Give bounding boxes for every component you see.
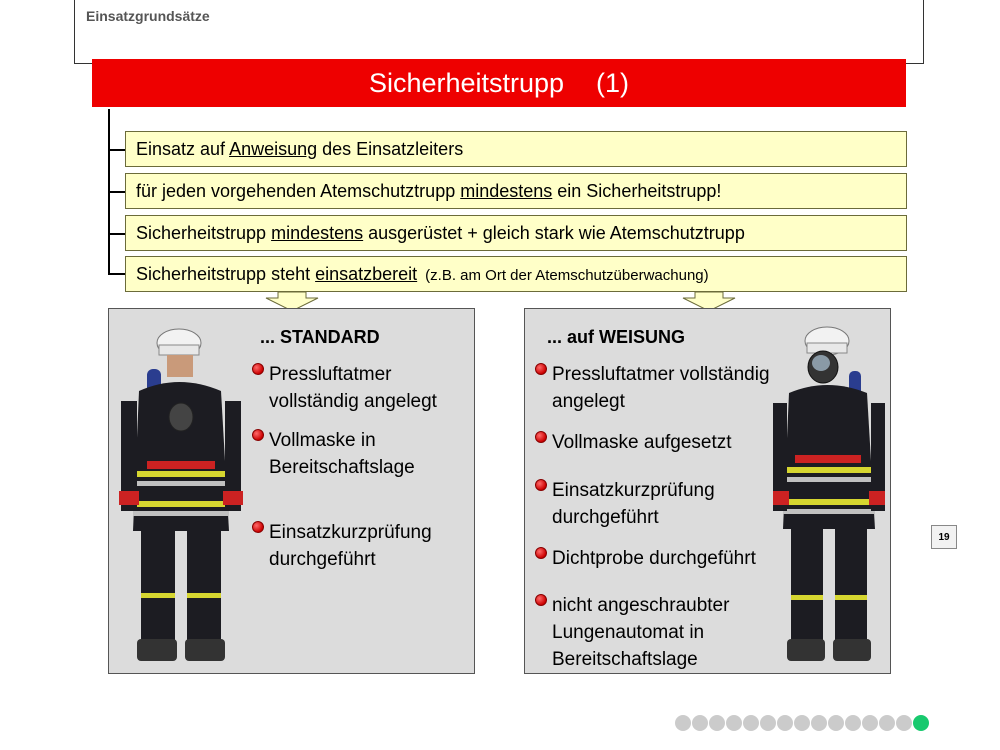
rule-emphasis: mindestens <box>460 181 553 201</box>
progress-dot <box>862 715 878 731</box>
rule-text: Sicherheitstrupp steht <box>136 264 316 284</box>
rule-item <box>125 173 907 209</box>
bullet-dot-icon <box>252 521 264 533</box>
slide-title <box>92 59 906 107</box>
rule-text: des Einsatzleiters <box>317 139 464 159</box>
tree-branch <box>108 273 125 275</box>
section-label: Einsatzgrundsätze <box>86 8 210 24</box>
slide-progress-indicator <box>675 715 929 731</box>
bullet-dot-icon <box>535 363 547 375</box>
rule-text: Einsatz auf <box>136 139 230 159</box>
progress-dot <box>675 715 691 731</box>
bullet-item <box>269 361 479 415</box>
rule-text: ein Sicherheitstrupp! <box>552 181 722 201</box>
bullet-item <box>552 361 772 415</box>
tree-branch <box>108 191 125 193</box>
panel-title: ... auf WEISUNG <box>547 327 686 347</box>
bullet-item <box>552 592 772 673</box>
bullet-text: Pressluftatmer vollständig angelegt <box>552 364 770 412</box>
rule-item <box>125 215 907 251</box>
bullet-text: Pressluftatmer vollständig angelegt <box>269 364 437 412</box>
bullet-item <box>269 427 459 481</box>
bullet-item <box>552 477 782 531</box>
bullet-item <box>552 429 782 456</box>
progress-dot <box>828 715 844 731</box>
rule-emphasis: Anweisung <box>229 139 318 159</box>
progress-dot <box>709 715 725 731</box>
progress-dot <box>692 715 708 731</box>
panel-weisung <box>524 308 891 674</box>
progress-dot <box>811 715 827 731</box>
bullet-item <box>269 519 469 573</box>
bullet-text: Vollmaske in Bereitschaftslage <box>269 430 415 478</box>
tree-branch <box>108 233 125 235</box>
progress-dot <box>726 715 742 731</box>
page-number: 19 <box>931 525 957 549</box>
rule-item <box>125 131 907 167</box>
progress-dot <box>879 715 895 731</box>
firefighter-mask-on-illustration <box>773 317 888 672</box>
progress-dot <box>913 715 929 731</box>
rule-text: ausgerüstet + gleich stark wie Atemschutztrupp <box>363 223 745 243</box>
rule-emphasis: mindestens <box>271 223 364 243</box>
rule-text: Sicherheitstrupp <box>136 223 272 243</box>
bullet-text: Dichtprobe durchgeführt <box>552 548 756 569</box>
bullet-text: Einsatzkurzprüfung durchgeführt <box>552 480 715 528</box>
panel-standard <box>108 308 475 674</box>
bullet-text: nicht angeschraubter Lungenautomat in Bereitschaftslage <box>552 595 730 670</box>
title-text: Sicherheitstrupp <box>368 67 565 98</box>
bullet-dot-icon <box>535 479 547 491</box>
bullet-dot-icon <box>535 431 547 443</box>
panel-title: ... STANDARD <box>260 327 380 347</box>
rule-emphasis: einsatzbereit <box>315 264 418 284</box>
firefighter-mask-lowered-illustration <box>117 321 247 671</box>
bullet-text: Einsatzkurzprüfung durchgeführt <box>269 522 432 570</box>
progress-dot <box>760 715 776 731</box>
bullet-item <box>552 545 802 572</box>
progress-dot <box>896 715 912 731</box>
bullet-text: Vollmaske aufgesetzt <box>552 432 732 453</box>
rule-text: für jeden vorgehenden Atemschutztrupp <box>136 181 461 201</box>
rule-item <box>125 256 907 292</box>
progress-dot <box>794 715 810 731</box>
title-number: (1) <box>596 67 630 98</box>
tree-branch <box>108 149 125 151</box>
rule-note: (z.B. am Ort der Atemschutzüberwachung) <box>425 267 709 284</box>
bullet-dot-icon <box>252 363 264 375</box>
bullet-dot-icon <box>535 594 547 606</box>
progress-dot <box>743 715 759 731</box>
progress-dot <box>777 715 793 731</box>
progress-dot <box>845 715 861 731</box>
bullet-dot-icon <box>252 429 264 441</box>
bullet-dot-icon <box>535 547 547 559</box>
